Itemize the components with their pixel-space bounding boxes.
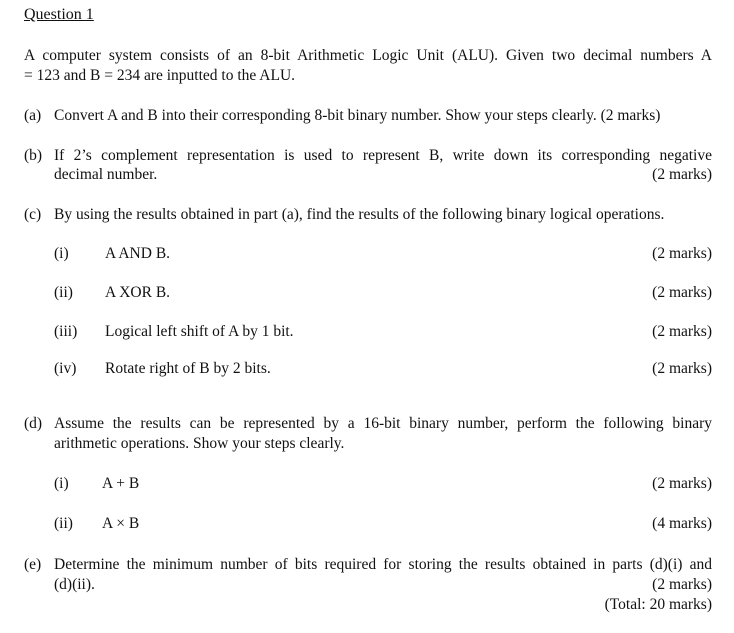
part-d-item-ii-marks: (4 marks) [652,515,712,532]
part-b-marks: (2 marks) [652,166,712,183]
part-c-item-iii-marks: (2 marks) [652,323,712,340]
part-d-item-ii-text: A × B [102,515,140,532]
part-c-item-ii-num: (ii) [54,284,73,301]
total-marks: (Total: 20 marks) [604,596,712,613]
part-c-item-iii-text: Logical left shift of A by 1 bit. [105,323,294,340]
intro-line-2: = 123 and B = 234 are inputted to the ALU. [24,67,296,84]
part-c-item-ii-text: A XOR B. [105,284,171,301]
part-d-label: (d) [24,415,43,432]
part-d-item-i-marks: (2 marks) [652,475,712,492]
part-b-line-2: decimal number. [54,166,158,183]
part-d-line-1: Assume the results can be represented by a 16-bit binary number, perform the following binary [54,415,712,432]
part-c-item-iv-num: (iv) [54,360,77,377]
part-d-item-i-num: (i) [54,475,69,492]
part-c-text: By using the results obtained in part (a), find the results of the following binary logical operations. [54,206,665,223]
part-b-label: (b) [24,147,43,164]
part-e-marks: (2 marks) [652,576,712,593]
question-title: Question 1 [24,6,94,23]
part-c-item-i-text: A AND B. [105,245,171,262]
part-d-item-ii-num: (ii) [54,515,73,532]
part-c-item-iv-text: Rotate right of B by 2 bits. [105,360,271,377]
part-c-item-iii-num: (iii) [54,323,78,340]
part-d-item-i-text: A + B [102,475,140,492]
part-c-item-ii-marks: (2 marks) [652,284,712,301]
part-e-line-2: (d)(ii). [54,576,95,593]
intro-line-1: A computer system consists of an 8-bit Arithmetic Logic Unit (ALU). Given two decimal numbers A [24,47,712,64]
part-c-item-i-num: (i) [54,245,69,262]
part-d-line-2: arithmetic operations. Show your steps clearly. [54,435,345,452]
part-a-text: Convert A and B into their corresponding 8-bit binary number. Show your steps clearly. (2 marks) [54,107,661,124]
part-c-item-iv-marks: (2 marks) [652,360,712,377]
part-c-item-i-marks: (2 marks) [652,245,712,262]
part-a-label: (a) [24,107,42,124]
part-b-line-1: If 2’s complement representation is used to represent B, write down its corresponding negative [54,147,712,164]
part-e-label: (e) [24,556,42,573]
part-e-line-1: Determine the minimum number of bits required for storing the results obtained in parts (d)(i) and [54,556,712,573]
part-c-label: (c) [24,206,42,223]
